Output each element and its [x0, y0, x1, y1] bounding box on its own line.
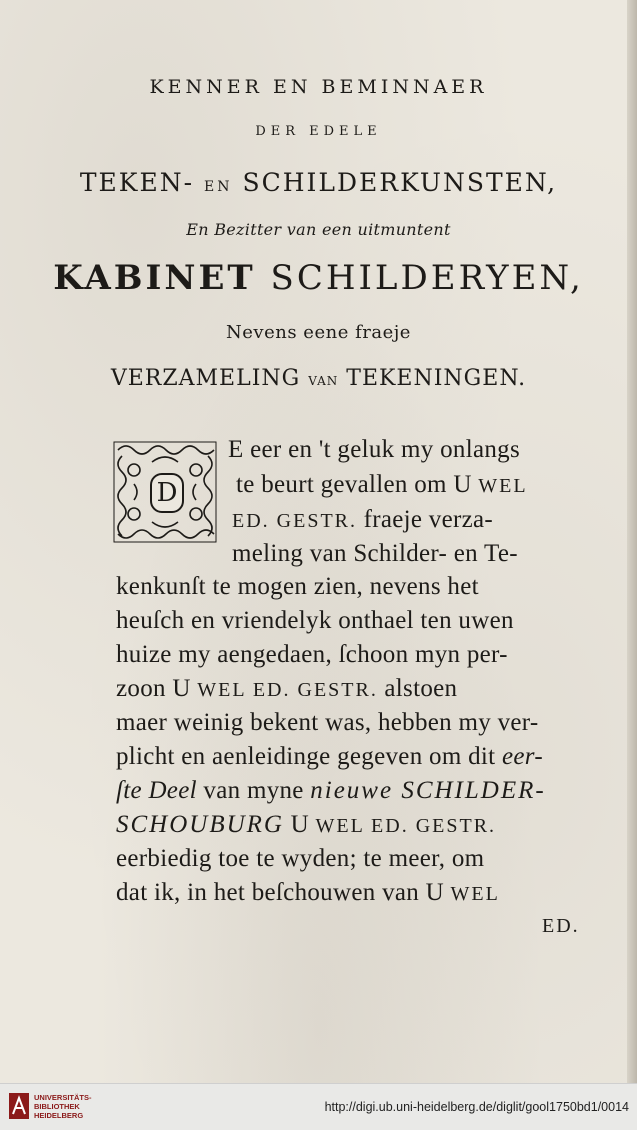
heading-line-7: VERZAMELING VAN TEKENINGEN. [110, 366, 527, 391]
text-line: plicht en aenleidinge gegeven om dit eer- [116, 743, 543, 770]
text-line: eerbiedig toe te wyden; te meer, om [116, 845, 485, 872]
heading-line-5: KABINET SCHILDERYEN, [53, 258, 584, 298]
text-line: ſte Deel van myne nieuwe SCHILDER- [116, 777, 546, 804]
text-line: ED. GESTR. fraeje verza- [232, 506, 494, 533]
text-line: meling van Schilder- en Te- [232, 540, 518, 567]
heading-line-1: KENNER EN BEMINNAER [149, 76, 488, 98]
text-line: kenkunſt te mogen zien, nevens het [116, 573, 479, 600]
heading-line-2: DER EDELE [255, 124, 382, 139]
text-line: SCHOUBURG U WEL ED. GESTR. [116, 811, 497, 838]
text-line: huize my aengedaen, ſchoon myn per- [116, 641, 508, 668]
text-line: maer weinig bekent was, hebben my ver- [116, 709, 539, 736]
footer-bar [0, 1083, 637, 1130]
page-edge [627, 0, 637, 1083]
heading-line-3: TEKEN- EN SCHILDERKUNSTEN, [79, 168, 558, 197]
catchword: ED. [542, 915, 580, 937]
source-url[interactable]: http://digi.ub.uni-heidelberg.de/diglit/gool1750bd1/0014 [324, 1100, 629, 1114]
text-line: zoon U WEL ED. GESTR. alstoen [116, 675, 458, 702]
initial-letter: D [150, 473, 184, 513]
text-line: te beurt gevallen om U WEL [236, 471, 528, 498]
text-line: E eer en 't geluk my onlangs [228, 436, 520, 463]
library-logo-text: UNIVERSITÄTS- BIBLIOTHEK HEIDELBERG [34, 1093, 92, 1120]
text-line: dat ik, in het beſchouwen van U WEL [116, 879, 500, 906]
decorated-initial [112, 440, 218, 544]
text-line: heuſch en vriendelyk onthael ten uwen [116, 607, 514, 634]
heading-line-4: En Bezitter van een uitmuntent [186, 220, 451, 239]
heading-line-6: Nevens eene fraeje [226, 322, 411, 343]
library-logo-icon [8, 1092, 30, 1120]
